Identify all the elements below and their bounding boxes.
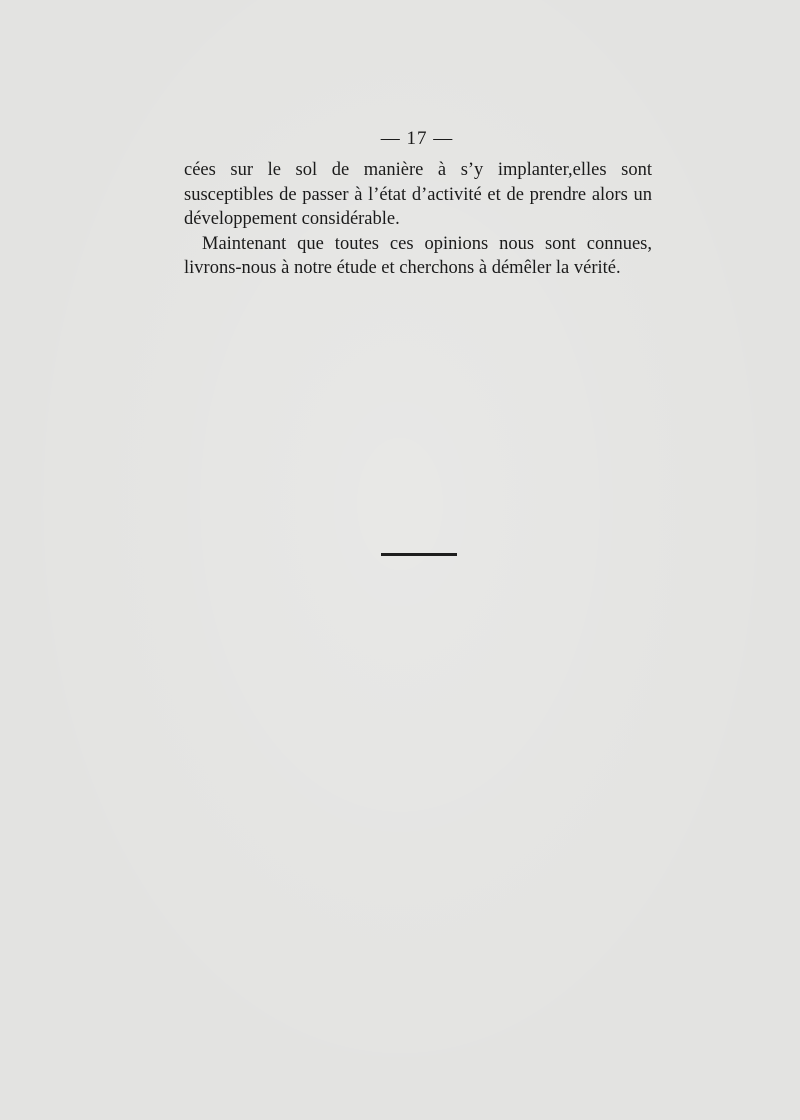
paragraph-conclusion: Maintenant que toutes ces opinions nous sont connues, livrons-nous à notre étude et cherchons à démêler la vérité.	[184, 233, 652, 278]
paragraph-continuation: cées sur le sol de manière à s’y implanter,elles sont susceptibles de passer à l’état d’activité et de prendre alors un développement considérable.	[184, 160, 652, 229]
section-end-rule	[381, 553, 457, 556]
page-number: — 17 —	[380, 128, 454, 149]
body-text	[184, 158, 652, 281]
